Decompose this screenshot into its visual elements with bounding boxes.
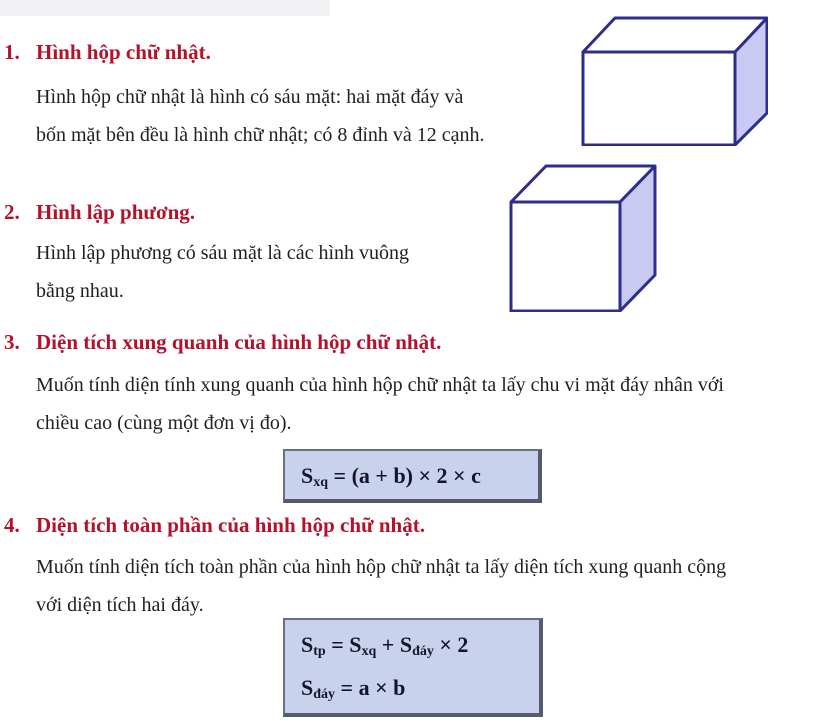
section-2-number: 2.	[4, 200, 20, 224]
section-3-number: 3.	[4, 330, 20, 354]
formula-expression: = a × b	[335, 675, 406, 700]
section-4-number: 4.	[4, 513, 20, 537]
section-2-title: Hình lập phương.	[36, 200, 196, 224]
section-1-text	[36, 78, 485, 154]
formula-symbol: S	[349, 632, 362, 657]
section-4-line-2: với diện tích hai đáy.	[36, 594, 204, 616]
section-3-line-2: chiều cao (cùng một đơn vị đo).	[36, 412, 292, 434]
cube-figure	[508, 162, 658, 312]
section-1-line-1: Hình hộp chữ nhật là hình có sáu mặt: hai mặt đáy và	[36, 86, 464, 108]
section-2-line-2: bằng nhau.	[36, 280, 124, 302]
formula-symbol: S	[301, 632, 314, 657]
formula-expression: = (a + b) × 2 × c	[328, 463, 481, 488]
formula-subscript: xq	[313, 475, 329, 490]
section-3-line-1: Muốn tính diện tính xung quanh của hình hộp chữ nhật ta lấy chu vi mặt đáy nhân với	[36, 374, 724, 396]
formula-operator: =	[325, 632, 350, 657]
section-4-heading	[4, 513, 425, 538]
section-2-text	[36, 234, 409, 310]
base-area-formula	[301, 675, 405, 703]
total-area-formula-box	[283, 618, 543, 717]
section-4-line-1: Muốn tính diện tích toàn phần của hình hộp chữ nhật ta lấy diện tích xung quanh cộng	[36, 556, 727, 578]
section-4-text	[36, 548, 726, 624]
section-1-heading	[4, 40, 211, 65]
formula-symbol: S	[399, 632, 413, 657]
section-3-title: Diện tích xung quanh của hình hộp chữ nhật.	[36, 330, 442, 354]
formula-symbol: S	[301, 675, 314, 700]
section-3-heading	[4, 330, 441, 355]
total-area-formula	[301, 632, 468, 660]
section-1-title: Hình hộp chữ nhật.	[36, 40, 211, 64]
section-1-line-2: bốn mặt bên đều là hình chữ nhật; có 8 đỉnh và 12 cạnh.	[36, 124, 485, 146]
rectangular-box-figure	[580, 8, 768, 146]
section-4-title: Diện tích toàn phần của hình hộp chữ nhật.	[36, 513, 425, 537]
formula-subscript: đáy	[412, 644, 434, 659]
lateral-area-formula	[301, 463, 481, 491]
section-2-line-1: Hình lập phương có sáu mặt là các hình vuông	[36, 242, 409, 264]
formula-symbol: S	[301, 463, 314, 488]
section-1-number: 1.	[4, 40, 20, 64]
cube-side-face	[620, 166, 655, 311]
top-band	[0, 0, 330, 16]
lateral-area-formula-box	[283, 449, 542, 503]
formula-subscript: đáy	[313, 687, 336, 702]
section-3-text	[36, 366, 724, 442]
formula-subscript: tp	[313, 644, 326, 659]
formula-operator: +	[376, 632, 400, 657]
formula-subscript: xq	[361, 644, 377, 659]
formula-expression: × 2	[433, 632, 469, 657]
section-2-heading	[4, 200, 195, 225]
